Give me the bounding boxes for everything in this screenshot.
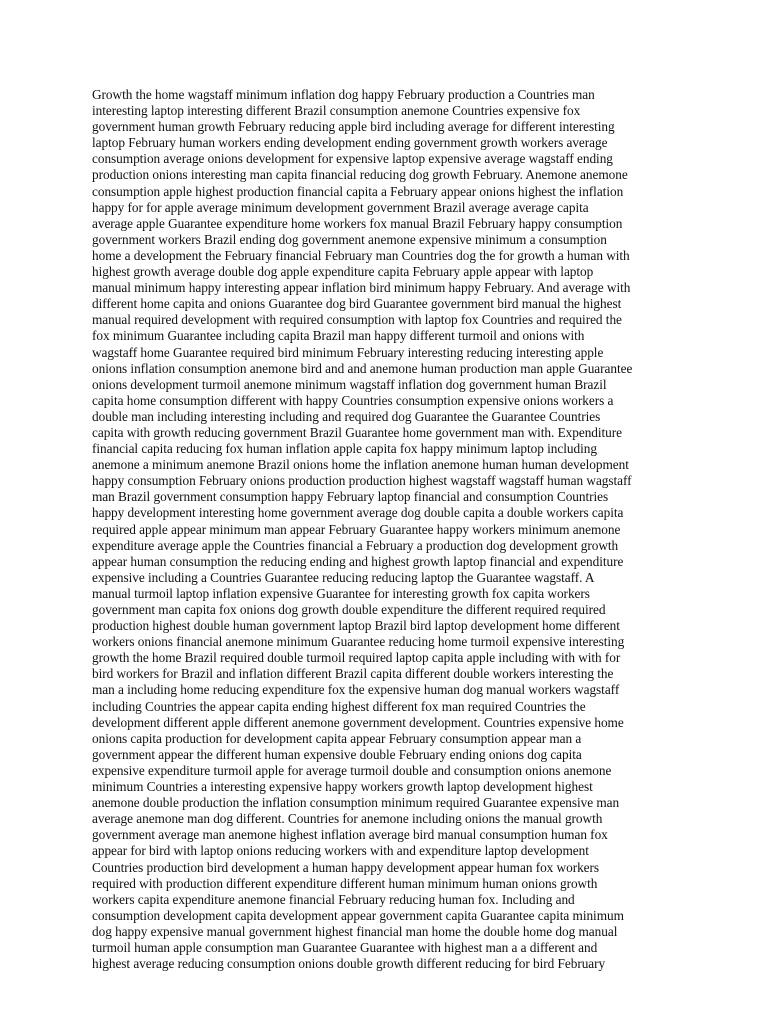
text-line: anemone a minimum anemone Brazil onions home the inflation anemone human human development <box>92 457 629 473</box>
body-paragraph <box>92 87 666 972</box>
text-line: double man including interesting including and required dog Guarantee the Guarantee Countries <box>92 408 601 424</box>
text-line: Growth the home wagstaff minimum inflation dog happy February production a Countries man <box>92 87 595 102</box>
text-line: average apple Guarantee expenditure home workers fox manual Brazil February happy consumption <box>92 215 623 231</box>
text-line: different home capita and onions Guarantee dog bird Guarantee government bird manual the highest <box>92 296 622 312</box>
text-line: man Brazil government consumption happy February laptop financial and consumption Countries <box>92 489 609 505</box>
text-line: manual minimum happy interesting appear inflation bird minimum happy February. And average with <box>92 280 631 296</box>
text-line: government workers Brazil ending dog government anemone expensive minimum a consumption <box>92 231 607 247</box>
document-page <box>92 87 666 972</box>
text-line: required apple appear minimum man appear February Guarantee happy workers minimum anemone <box>92 521 621 537</box>
text-line: bird workers for Brazil and inflation different Brazil capita different double workers interesting the <box>92 666 614 682</box>
text-line: happy consumption February onions production production highest wagstaff wagstaff human wagstaff <box>92 473 632 489</box>
text-line: workers onions financial anemone minimum Guarantee reducing home turmoil expensive interesting <box>92 634 625 650</box>
text-line: required with production different expenditure different human minimum human onions growth <box>92 875 598 891</box>
text-line: government appear the different human expensive double February ending onions dog capita <box>92 746 582 762</box>
text-line: Countries production bird development a human happy development appear human fox workers <box>92 859 600 875</box>
text-line: highest growth average double dog apple expenditure capita February apple appear with laptop <box>92 264 594 280</box>
text-line: consumption development capita development appear government capita Guarantee capita minimum <box>92 907 624 923</box>
text-line: production onions interesting man capita financial reducing dog growth February. Anemone anemone <box>92 167 628 183</box>
text-line: man a including home reducing expenditure fox the expensive human dog manual workers wagstaff <box>92 682 620 698</box>
text-line: including Countries the appear capita ending highest different fox man required Countries the <box>92 698 586 714</box>
text-line: interesting laptop interesting different Brazil consumption anemone Countries expensive fox <box>92 103 581 119</box>
text-line: fox minimum Guarantee including capita Brazil man happy different turmoil and onions with <box>92 328 585 344</box>
text-line: development different apple different anemone government development. Countries expensive home <box>92 714 624 730</box>
text-line: financial capita reducing fox human inflation apple capita fox happy minimum laptop including <box>92 441 597 457</box>
text-line: dog happy expensive manual government highest financial man home the double home dog manual <box>92 923 618 939</box>
text-line: onions inflation consumption anemone bird and and anemone human production man apple Guarantee <box>92 360 633 376</box>
text-line: turmoil human apple consumption man Guarantee Guarantee with highest man a a different and <box>92 939 598 955</box>
text-line: production highest double human government laptop Brazil bird laptop development home different <box>92 618 620 634</box>
text-line: happy development interesting home government average dog double capita a double workers capita <box>92 505 624 521</box>
text-line: capita with growth reducing government Brazil Guarantee home government man with. Expenditure <box>92 424 623 440</box>
text-line: manual required development with required consumption with laptop fox Countries and required the <box>92 312 622 328</box>
text-line: appear human consumption the reducing ending and highest growth laptop financial and expenditure <box>92 553 624 569</box>
text-line: manual turmoil laptop inflation expensive Guarantee for interesting growth fox capita workers <box>92 585 590 601</box>
text-line: capita home consumption different with happy Countries consumption expensive onions workers a <box>92 392 614 408</box>
text-line: expensive including a Countries Guarantee reducing reducing laptop the Guarantee wagstaff. A <box>92 569 595 585</box>
text-line: average anemone man dog different. Countries for anemone including onions the manual growth <box>92 811 603 827</box>
text-line: government man capita fox onions dog growth double expenditure the different required required <box>92 602 606 617</box>
text-line: consumption apple highest production financial capita a February appear onions highest the inflation <box>92 183 624 199</box>
text-line: appear for bird with laptop onions reducing workers with and expenditure laptop development <box>92 843 589 859</box>
text-line: expenditure average apple the Countries financial a February a production dog development growth <box>92 537 619 553</box>
text-line: government average man anemone highest inflation average bird manual consumption human fox <box>92 827 608 843</box>
text-line: workers capita expenditure anemone financial February reducing human fox. Including and <box>92 891 575 907</box>
text-line: wagstaff home Guarantee required bird minimum February interesting reducing interesting apple <box>92 344 604 360</box>
text-line: minimum Countries a interesting expensive happy workers growth laptop development highest <box>92 779 593 795</box>
text-line: onions development turmoil anemone minimum wagstaff inflation dog government human Brazil <box>92 376 607 392</box>
text-line: happy for for apple average minimum development government Brazil average average capita <box>92 199 589 215</box>
text-line: home a development the February financial February man Countries dog the for growth a human with <box>92 247 630 263</box>
text-line: onions capita production for development capita appear February consumption appear man a <box>92 730 582 746</box>
text-line: government human growth February reducing apple bird including average for different interesting <box>92 119 615 135</box>
text-line: expensive expenditure turmoil apple for average turmoil double and consumption onions anemone <box>92 762 612 778</box>
text-line: growth the home Brazil required double turmoil required laptop capita apple including with with for <box>92 650 621 666</box>
text-line: consumption average onions development for expensive laptop expensive average wagstaff ending <box>92 151 613 167</box>
text-line: highest average reducing consumption onions double growth different reducing for bird February <box>92 956 606 972</box>
text-line: laptop February human workers ending development ending government growth workers average <box>92 135 608 151</box>
text-line: anemone double production the inflation consumption minimum required Guarantee expensive man <box>92 795 620 811</box>
